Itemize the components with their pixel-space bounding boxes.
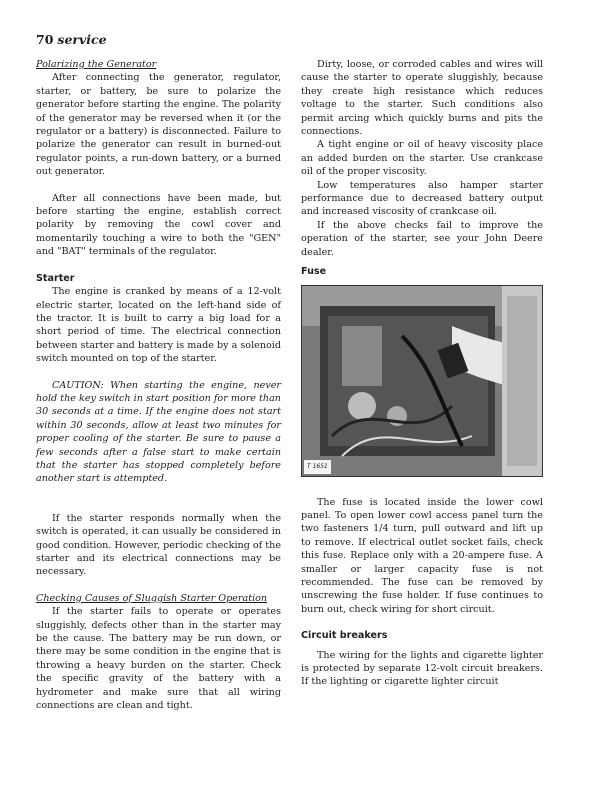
heading-polarizing-generator: Polarizing the Generator	[36, 59, 157, 70]
fuse-photo-illustration	[302, 286, 542, 476]
figure-label: T 1651	[304, 460, 331, 473]
paragraph-sluggish-starter: If the starter fails to operate or operates sluggishly, defects other than in the starter may be the cause. The battery may be run down, or there may be some condition in the engine that is throwing a heavy burden on the starter. Check the specific gravity of the battery with a hydrometer and make sure that all wiring connections are clean and tight.	[36, 606, 281, 712]
section-title: service	[57, 32, 107, 47]
paragraph-fuse: The fuse is located inside the lower cowl panel. To open lower cowl access panel turn the two fasteners 1/4 turn, pull outward and lift up to remove. If electrical outlet socket fails, check this fuse. Replace only with a 20-ampere fuse. A smaller or larger capacity fuse is not recommended. The fuse can be removed by unscrewing the fuse holder. If fuse continues to burn out, check wiring for short circuit.	[301, 496, 543, 615]
paragraph-tight-engine: A tight engine or oil of heavy viscosity place an added burden on the starter. Use crankcase oil of the proper viscosity.	[301, 139, 543, 178]
heading-circuit-breakers: Circuit breakers	[301, 630, 388, 642]
paragraph-circuit-breakers: The wiring for the lights and cigarette lighter is protected by separate 12-volt circuit breakers. If the lighting or cigarette lighter circuit	[301, 649, 543, 688]
paragraph-starter: The engine is cranked by means of a 12-volt electric starter, located on the left-hand side of the tractor. It is built to carry a big load for a short period of time. The electrical connection between starter and battery is made by a solenoid switch mounted on top of the starter.	[36, 286, 281, 365]
page-header	[36, 32, 107, 47]
left-column	[36, 58, 281, 712]
heading-sluggish-starter: Checking Causes of Sluggish Starter Operation	[36, 592, 268, 604]
heading-starter: Starter	[36, 272, 75, 284]
right-column	[301, 58, 543, 689]
paragraph-corroded-cables: Dirty, loose, or corroded cables and wires will cause the starter to operate sluggishly, because they create high resistance which reduces voltage to the starter. Such conditions also permit arcing which quickly burns and pits the connections.	[301, 59, 543, 138]
paragraph-polarity-procedure: After all connections have been made, but before starting the engine, establish correct polarity by removing the cowl cover and momentarily touching a wire to both the "GEN" and "BAT" terminals of the regulator.	[36, 192, 281, 258]
paragraph-see-dealer: If the above checks fail to improve the operation of the starter, see your John Deere dealer.	[301, 219, 543, 258]
caution-note: CAUTION: When starting the engine, never hold the key switch in start position for more than 30 seconds at a time. If the engine does not start within 30 seconds, allow at least two minutes for proper cooling of the starter. Be sure to pause a few seconds after a false start to make certain that the starter has stopped completely before another start is attempted.	[36, 379, 281, 485]
page-number: 70	[36, 32, 54, 47]
paragraph-starter-check: If the starter responds normally when the switch is operated, it can usually be considered in good condition. However, periodic checking of the starter and its electrical connections may be necessary.	[36, 512, 281, 578]
paragraph-polarizing: After connecting the generator, regulator, starter, or battery, be sure to polarize the generator before starting the engine. The polarity of the generator may be reversed when it (or the regulator or a battery) is disconnected. Failure to polarize the generator can result in burned-out regulator points, a run-down battery, or a burned out generator.	[36, 72, 281, 178]
paragraph-low-temperatures: Low temperatures also hamper starter performance due to decreased battery output and increased viscosity of crankcase oil.	[301, 179, 543, 218]
heading-fuse: Fuse	[301, 266, 327, 278]
fuse-photo	[301, 285, 543, 477]
